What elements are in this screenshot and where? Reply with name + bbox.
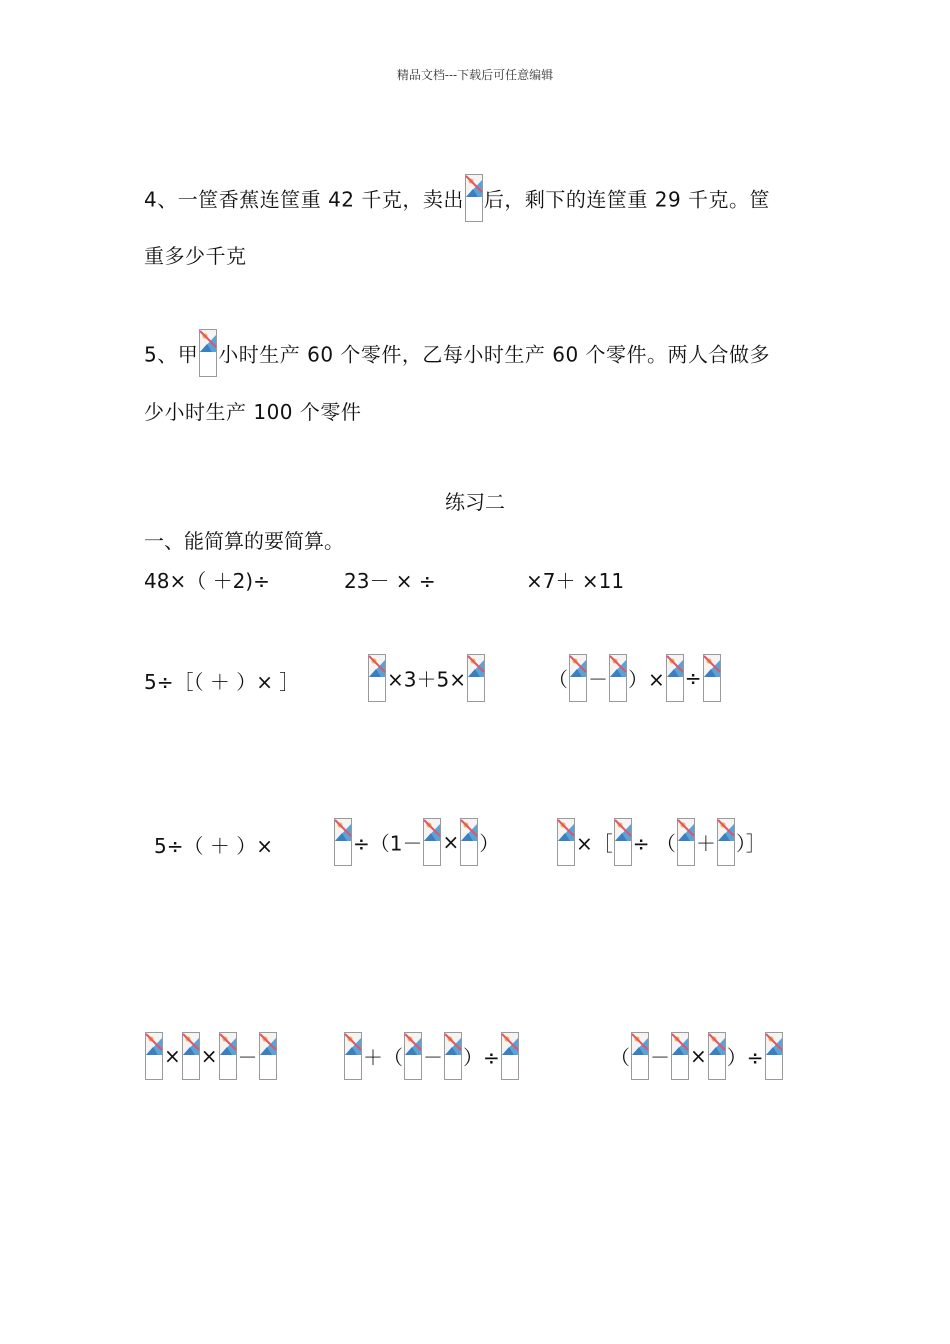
fraction-image-placeholder	[368, 654, 386, 702]
problem-4-line2: 重多少千克	[144, 244, 247, 268]
subsection-heading: 一、能简算的要简算。	[144, 529, 344, 553]
fraction-image-placeholder	[145, 1032, 163, 1080]
fraction-image-placeholder	[219, 1032, 237, 1080]
problem-5-line1	[144, 329, 770, 377]
fraction-image-placeholder	[671, 1032, 689, 1080]
fraction-image-placeholder	[465, 174, 483, 222]
problem-4-line1	[144, 174, 770, 222]
fraction-image-placeholder	[423, 818, 441, 866]
fraction-image-placeholder	[631, 1032, 649, 1080]
fraction-image-placeholder	[404, 1032, 422, 1080]
problem-5-text-b: 小时生产 60 个零件，乙每小时生产 60 个零件。两人合做多	[218, 342, 771, 367]
expr-r3-2: ÷（1－ × ）	[333, 818, 499, 866]
fraction-image-placeholder	[666, 654, 684, 702]
expr-r2-1: 5÷［（ ＋ ）× ］	[144, 670, 300, 694]
expr-r4-2: ＋（ － ）÷	[343, 1032, 520, 1080]
fraction-image-placeholder	[334, 818, 352, 866]
expr-r4-1: × × －	[144, 1032, 278, 1080]
fraction-image-placeholder	[182, 1032, 200, 1080]
page-header: 精品文档---下载后可任意编辑	[396, 68, 554, 82]
expr-r1-2: 23－ × ÷	[344, 569, 436, 593]
fraction-image-placeholder	[703, 654, 721, 702]
expr-r1-1: 48×（ ＋2)÷	[144, 569, 270, 593]
fraction-image-placeholder	[444, 1032, 462, 1080]
fraction-image-placeholder	[501, 1032, 519, 1080]
fraction-image-placeholder	[569, 654, 587, 702]
problem-5-line2: 少小时生产 100 个零件	[144, 400, 362, 424]
fraction-image-placeholder	[708, 1032, 726, 1080]
expr-r2-2: ×3＋5×	[367, 654, 486, 702]
expr-r3-3: ×［ ÷ （ ＋ ）］	[556, 818, 766, 866]
expr-r1-3: ×7＋ ×11	[526, 569, 625, 593]
fraction-image-placeholder	[344, 1032, 362, 1080]
fraction-image-placeholder	[614, 818, 632, 866]
fraction-image-placeholder	[460, 818, 478, 866]
fraction-image-placeholder	[609, 654, 627, 702]
expr-r4-3: （ － × ）÷	[610, 1032, 784, 1080]
problem-4-text-b: 后，剩下的连筐重 29 千克。筐	[483, 187, 771, 212]
expr-r3-1: 5÷（ ＋ ）×	[154, 834, 273, 858]
fraction-image-placeholder	[557, 818, 575, 866]
fraction-image-placeholder	[199, 329, 217, 377]
fraction-image-placeholder	[717, 818, 735, 866]
problem-5-text-a: 5、甲	[144, 342, 199, 367]
fraction-image-placeholder	[467, 654, 485, 702]
section-title: 练习二	[445, 490, 505, 514]
expr-r2-3: （ － ）× ÷	[548, 654, 722, 702]
fraction-image-placeholder	[259, 1032, 277, 1080]
fraction-image-placeholder	[765, 1032, 783, 1080]
problem-4-text-a: 4、一筐香蕉连筐重 42 千克，卖出	[144, 187, 464, 212]
fraction-image-placeholder	[677, 818, 695, 866]
